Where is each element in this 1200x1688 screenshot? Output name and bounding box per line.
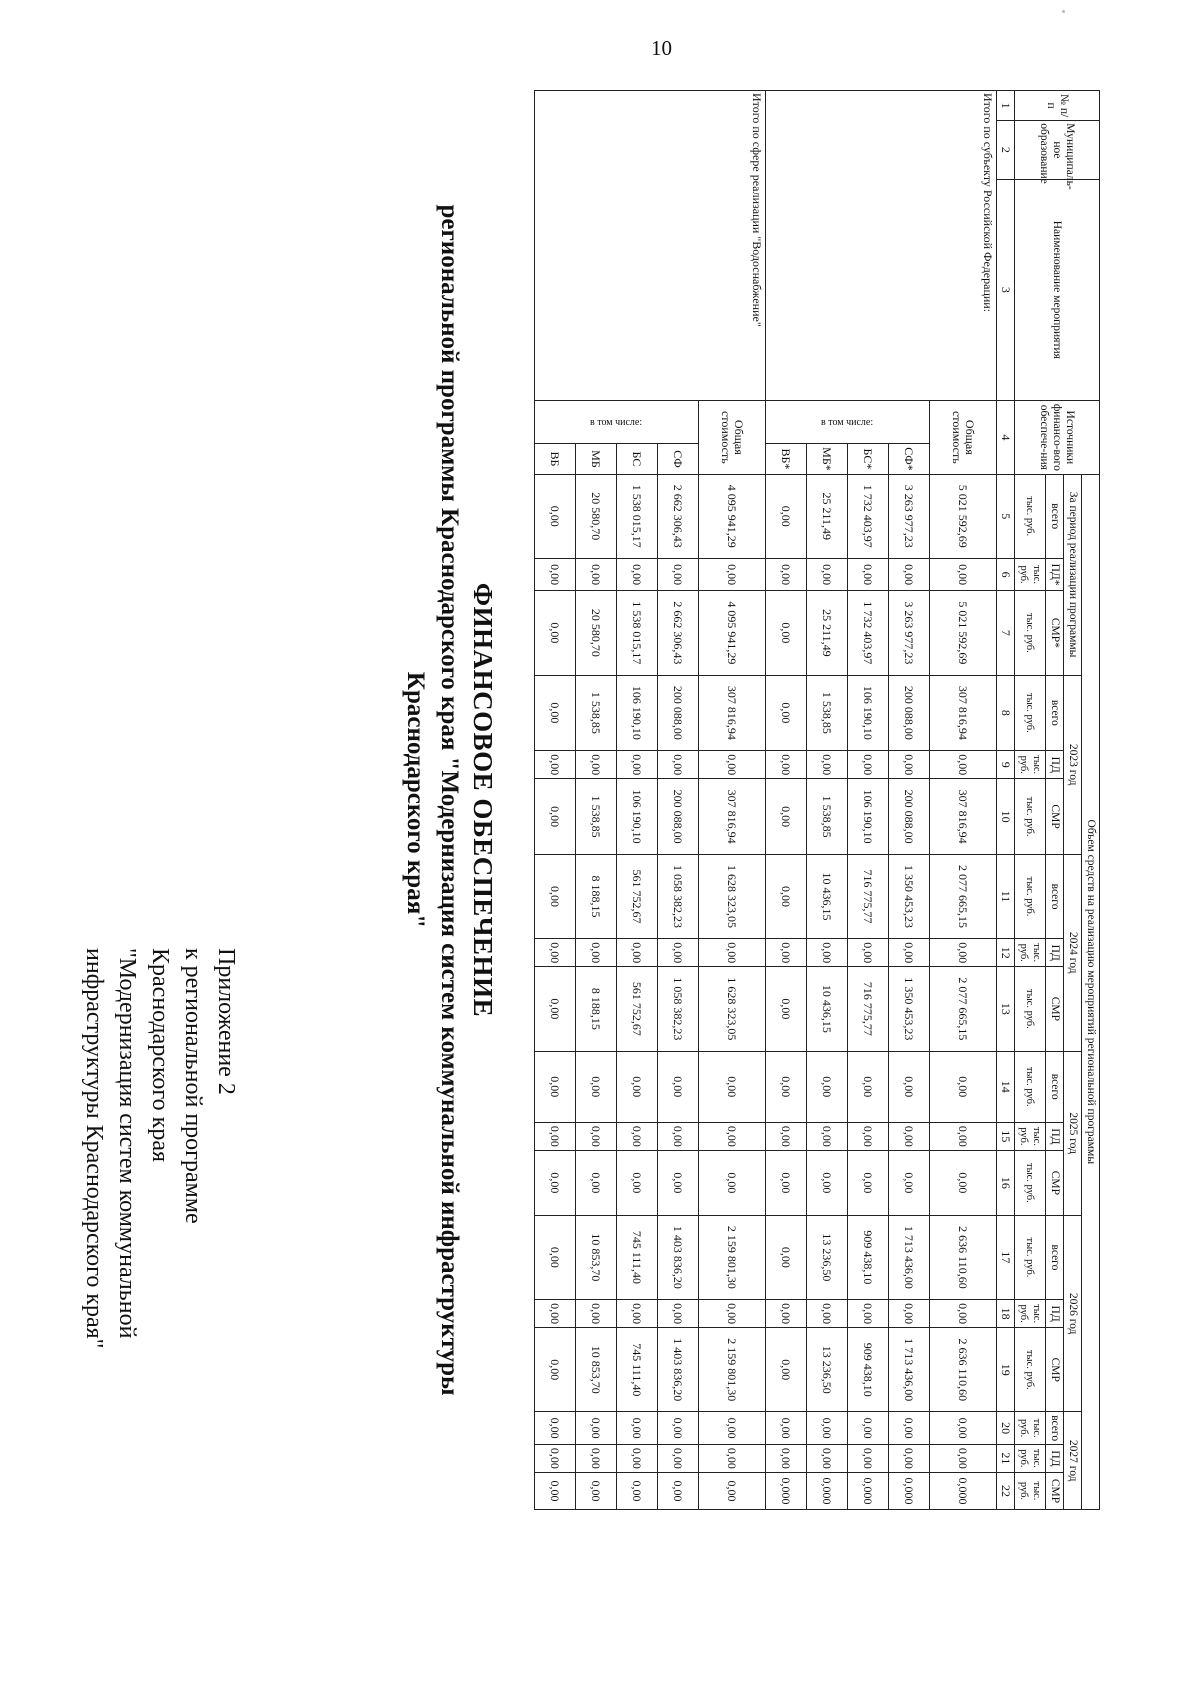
amount-cell: 307 816,94 <box>699 779 766 855</box>
amount-cell: 0,00 <box>807 1051 848 1122</box>
amount-cell: 0,00 <box>576 558 617 590</box>
page-number: 10 <box>651 36 672 60</box>
col-total: всего <box>1046 1412 1064 1444</box>
amount-cell: 0,00 <box>617 1150 658 1215</box>
including-label: в том числе: <box>766 401 930 444</box>
amount-cell: 20 580,70 <box>576 591 617 675</box>
source-code: ВБ* <box>766 444 807 474</box>
amount-cell: 716 775,77 <box>848 854 889 938</box>
col-total: всего <box>1046 1051 1064 1122</box>
column-number: 2 <box>997 121 1015 179</box>
amount-cell: 0,00 <box>576 1444 617 1472</box>
amount-cell: 0,00 <box>930 751 997 779</box>
col-pd: ПД <box>1046 1300 1064 1328</box>
amount-cell: 745 111,40 <box>617 1215 658 1299</box>
amount-cell: 0,00 <box>535 939 576 967</box>
amount-cell: 0,00 <box>617 1300 658 1328</box>
header-municipality: Муниципаль-ное образование <box>1015 121 1100 179</box>
table-body <box>535 91 997 1510</box>
amount-cell: 0,00 <box>766 1328 807 1412</box>
title-line-1: ФИНАНСОВОЕ ОБЕСПЕЧЕНИЕ <box>468 582 498 1018</box>
amount-cell: 0,00 <box>766 779 807 855</box>
amount-cell: 5 021 592,69 <box>930 474 997 558</box>
amount-cell: 106 190,10 <box>848 779 889 855</box>
total-cost-label: Общая стоимость <box>930 401 997 474</box>
amount-cell: 10 436,15 <box>807 854 848 938</box>
amount-cell: 0,00 <box>535 854 576 938</box>
amount-cell: 0,000 <box>889 1472 930 1509</box>
amount-cell: 200 088,00 <box>889 779 930 855</box>
col-total: всего <box>1046 854 1064 938</box>
amount-cell: 0,00 <box>848 1300 889 1328</box>
amount-cell: 1 713 436,00 <box>889 1328 930 1412</box>
amount-cell: 0,00 <box>699 751 766 779</box>
amount-cell: 4 095 941,29 <box>699 474 766 558</box>
column-number: 21 <box>997 1444 1015 1472</box>
amount-cell: 1 538,85 <box>807 675 848 751</box>
source-code: МБ* <box>807 444 848 474</box>
amount-cell: 745 111,40 <box>617 1328 658 1412</box>
title-line-3: Краснодарского края" <box>402 671 429 929</box>
header-activity: Наименование мероприятия <box>1015 179 1100 401</box>
amount-cell: 0,00 <box>766 675 807 751</box>
amount-cell: 0,00 <box>848 1412 889 1444</box>
annex-note <box>77 948 242 1508</box>
amount-cell: 0,00 <box>576 1122 617 1150</box>
col-total: всего <box>1046 675 1064 751</box>
amount-cell: 0,00 <box>617 751 658 779</box>
amount-cell: 0,00 <box>535 1412 576 1444</box>
source-code: СФ* <box>889 444 930 474</box>
amount-cell: 561 752,67 <box>617 854 658 938</box>
table-row <box>930 91 997 1510</box>
amount-cell: 0,000 <box>930 1472 997 1509</box>
amount-cell: 307 816,94 <box>699 675 766 751</box>
amount-cell: 1 058 382,23 <box>658 854 699 938</box>
header-year-2024: 2024 год <box>1064 854 1082 1051</box>
column-number: 10 <box>997 779 1015 855</box>
amount-cell: 0,00 <box>848 1150 889 1215</box>
amount-cell: 561 752,67 <box>617 967 658 1051</box>
column-number: 9 <box>997 751 1015 779</box>
column-number: 20 <box>997 1412 1015 1444</box>
unit: тыс. руб. <box>1015 1444 1046 1472</box>
amount-cell: 2 077 665,15 <box>930 854 997 938</box>
annex-line: Краснодарского края <box>147 948 173 1163</box>
amount-cell: 0,00 <box>658 939 699 967</box>
amount-cell: 1 713 436,00 <box>889 1215 930 1299</box>
amount-cell: 909 438,10 <box>848 1215 889 1299</box>
annex-line: "Модернизация систем коммунальной <box>114 948 140 1339</box>
amount-cell: 1 732 403,97 <box>848 474 889 558</box>
amount-cell: 1 538 015,17 <box>617 474 658 558</box>
amount-cell: 0,00 <box>766 751 807 779</box>
amount-cell: 106 190,10 <box>617 779 658 855</box>
unit: тыс. руб. <box>1015 1328 1046 1412</box>
amount-cell: 0,00 <box>766 967 807 1051</box>
amount-cell: 0,000 <box>807 1472 848 1509</box>
amount-cell: 0,00 <box>576 1051 617 1122</box>
amount-cell: 0,00 <box>889 1412 930 1444</box>
amount-cell: 716 775,77 <box>848 967 889 1051</box>
amount-cell: 0,00 <box>930 1300 997 1328</box>
amount-cell: 0,00 <box>535 1051 576 1122</box>
amount-cell: 0,00 <box>930 939 997 967</box>
amount-cell: 1 403 836,20 <box>658 1328 699 1412</box>
column-number: 7 <box>997 591 1015 675</box>
column-numbers-row <box>997 91 1015 1510</box>
amount-cell: 0,00 <box>576 751 617 779</box>
amount-cell: 1 538,85 <box>576 779 617 855</box>
amount-cell: 0,00 <box>848 939 889 967</box>
amount-cell: 106 190,10 <box>617 675 658 751</box>
amount-cell: 20 580,70 <box>576 474 617 558</box>
amount-cell: 200 088,00 <box>658 779 699 855</box>
header-no: № п/п <box>1015 91 1100 121</box>
col-smr: СМР <box>1046 1328 1064 1412</box>
unit: тыс. руб. <box>1015 939 1046 967</box>
amount-cell: 0,00 <box>766 1215 807 1299</box>
amount-cell: 0,00 <box>576 1472 617 1509</box>
amount-cell: 25 211,49 <box>807 591 848 675</box>
amount-cell: 1 350 453,23 <box>889 967 930 1051</box>
document-title <box>398 60 500 1540</box>
amount-cell: 1 628 323,05 <box>699 967 766 1051</box>
amount-cell: 0,00 <box>848 1444 889 1472</box>
financing-table <box>534 90 1100 1510</box>
amount-cell: 0,00 <box>535 675 576 751</box>
column-number: 14 <box>997 1051 1015 1122</box>
column-number: 15 <box>997 1122 1015 1150</box>
amount-cell: 0,00 <box>766 1444 807 1472</box>
amount-cell: 0,00 <box>576 1300 617 1328</box>
amount-cell: 1 350 453,23 <box>889 854 930 938</box>
unit: тыс. руб. <box>1015 558 1046 590</box>
amount-cell: 0,00 <box>807 1122 848 1150</box>
amount-cell: 0,00 <box>699 1150 766 1215</box>
amount-cell: 0,00 <box>535 1150 576 1215</box>
amount-cell: 2 662 306,43 <box>658 591 699 675</box>
table-row <box>699 91 766 1510</box>
including-label: в том числе: <box>535 401 699 444</box>
amount-cell: 0,00 <box>658 558 699 590</box>
unit: тыс. руб. <box>1015 967 1046 1051</box>
annex-line: инфраструктуры Краснодарского края" <box>81 948 107 1349</box>
amount-cell: 0,00 <box>807 939 848 967</box>
amount-cell: 0,00 <box>535 751 576 779</box>
amount-cell: 8 188,15 <box>576 967 617 1051</box>
source-code: МБ <box>576 444 617 474</box>
header-year-2025: 2025 год <box>1064 1051 1082 1215</box>
column-number: 13 <box>997 967 1015 1051</box>
amount-cell: 13 236,50 <box>807 1328 848 1412</box>
amount-cell: 0,00 <box>889 1051 930 1122</box>
total-cost-label: Общая стоимость <box>699 401 766 474</box>
amount-cell: 0,00 <box>889 1444 930 1472</box>
amount-cell: 0,00 <box>807 1150 848 1215</box>
section-label: Итого по сфере реализации "Водоснабжение" <box>535 91 766 401</box>
col-smr: СМР <box>1046 779 1064 855</box>
unit: тыс. руб. <box>1015 1215 1046 1299</box>
amount-cell: 0,00 <box>535 474 576 558</box>
unit: тыс. руб. <box>1015 1122 1046 1150</box>
amount-cell: 0,00 <box>766 1122 807 1150</box>
amount-cell: 0,00 <box>576 1150 617 1215</box>
amount-cell: 0,00 <box>699 558 766 590</box>
amount-cell: 3 263 977,23 <box>889 591 930 675</box>
amount-cell: 2 159 801,30 <box>699 1328 766 1412</box>
amount-cell: 2 159 801,30 <box>699 1215 766 1299</box>
unit: тыс. руб. <box>1015 751 1046 779</box>
amount-cell: 0,00 <box>889 939 930 967</box>
col-smr: СМР* <box>1046 591 1064 675</box>
unit: тыс. руб. <box>1015 474 1046 558</box>
amount-cell: 0,00 <box>535 1215 576 1299</box>
column-number: 8 <box>997 675 1015 751</box>
scan-speck <box>1062 10 1065 13</box>
amount-cell: 2 077 665,15 <box>930 967 997 1051</box>
amount-cell: 0,00 <box>699 939 766 967</box>
amount-cell: 0,00 <box>658 1122 699 1150</box>
column-number: 16 <box>997 1150 1015 1215</box>
amount-cell: 0,00 <box>930 1412 997 1444</box>
header-period: За период реализации программы <box>1064 474 1082 675</box>
amount-cell: 0,00 <box>766 1051 807 1122</box>
amount-cell: 0,00 <box>658 1472 699 1509</box>
amount-cell: 0,00 <box>930 1150 997 1215</box>
column-number: 22 <box>997 1472 1015 1509</box>
column-number: 11 <box>997 854 1015 938</box>
col-smr: СМР <box>1046 1150 1064 1215</box>
amount-cell: 0,000 <box>848 1472 889 1509</box>
annex-line: Приложение 2 <box>213 948 239 1095</box>
amount-cell: 10 853,70 <box>576 1215 617 1299</box>
source-code: БС <box>617 444 658 474</box>
amount-cell: 0,00 <box>807 558 848 590</box>
unit: тыс. руб. <box>1015 779 1046 855</box>
unit: тыс. руб. <box>1015 1051 1046 1122</box>
amount-cell: 2 636 110,60 <box>930 1328 997 1412</box>
amount-cell: 0,00 <box>889 1300 930 1328</box>
amount-cell: 0,00 <box>535 779 576 855</box>
amount-cell: 25 211,49 <box>807 474 848 558</box>
amount-cell: 0,00 <box>807 1444 848 1472</box>
amount-cell: 0,00 <box>766 591 807 675</box>
amount-cell: 8 188,15 <box>576 854 617 938</box>
amount-cell: 200 088,00 <box>658 675 699 751</box>
annex-line: к региональной программе <box>180 948 206 1224</box>
amount-cell: 0,00 <box>576 939 617 967</box>
amount-cell: 0,00 <box>930 558 997 590</box>
amount-cell: 0,00 <box>617 1122 658 1150</box>
amount-cell: 307 816,94 <box>930 779 997 855</box>
amount-cell: 1 732 403,97 <box>848 591 889 675</box>
unit: тыс. руб. <box>1015 591 1046 675</box>
column-number: 1 <box>997 91 1015 121</box>
amount-cell: 0,00 <box>658 1444 699 1472</box>
amount-cell: 0,00 <box>807 1412 848 1444</box>
col-pd: ПД <box>1046 1444 1064 1472</box>
amount-cell: 10 436,15 <box>807 967 848 1051</box>
amount-cell: 0,00 <box>930 1444 997 1472</box>
col-smr: СМР <box>1046 967 1064 1051</box>
amount-cell: 0,000 <box>766 1472 807 1509</box>
amount-cell: 0,00 <box>658 1300 699 1328</box>
amount-cell: 0,00 <box>930 1122 997 1150</box>
amount-cell: 0,00 <box>766 939 807 967</box>
amount-cell: 2 636 110,60 <box>930 1215 997 1299</box>
amount-cell: 0,00 <box>535 1328 576 1412</box>
source-code: БС* <box>848 444 889 474</box>
amount-cell: 0,00 <box>766 558 807 590</box>
header-year-2023: 2023 год <box>1064 675 1082 854</box>
amount-cell: 0,00 <box>807 1300 848 1328</box>
amount-cell: 13 236,50 <box>807 1215 848 1299</box>
col-pd: ПД <box>1046 751 1064 779</box>
amount-cell: 0,00 <box>535 558 576 590</box>
amount-cell: 0,00 <box>699 1122 766 1150</box>
column-number: 17 <box>997 1215 1015 1299</box>
col-pd: ПД <box>1046 939 1064 967</box>
amount-cell: 0,00 <box>617 1051 658 1122</box>
source-code: ВБ <box>535 444 576 474</box>
header-source: Источники финансо-вого обеспече-ния <box>1015 401 1100 474</box>
header-volume: Объем средств на реализацию мероприятий региональной программы <box>1082 474 1100 1509</box>
amount-cell: 106 190,10 <box>848 675 889 751</box>
rotated-sheet <box>81 60 1100 1540</box>
column-number: 6 <box>997 558 1015 590</box>
amount-cell: 4 095 941,29 <box>699 591 766 675</box>
amount-cell: 2 662 306,43 <box>658 474 699 558</box>
amount-cell: 200 088,00 <box>889 675 930 751</box>
amount-cell: 0,00 <box>766 854 807 938</box>
amount-cell: 0,00 <box>930 1051 997 1122</box>
amount-cell: 0,00 <box>617 939 658 967</box>
unit: тыс. руб. <box>1015 1412 1046 1444</box>
amount-cell: 0,00 <box>699 1444 766 1472</box>
amount-cell: 5 021 592,69 <box>930 591 997 675</box>
amount-cell: 0,00 <box>535 1472 576 1509</box>
amount-cell: 0,00 <box>848 558 889 590</box>
amount-cell: 0,00 <box>535 967 576 1051</box>
amount-cell: 0,00 <box>889 751 930 779</box>
amount-cell: 3 263 977,23 <box>889 474 930 558</box>
amount-cell: 0,00 <box>848 1122 889 1150</box>
amount-cell: 0,00 <box>535 1122 576 1150</box>
amount-cell: 1 058 382,23 <box>658 967 699 1051</box>
section-label: Итого по субъекту Российской Федерации: <box>766 91 997 401</box>
unit: тыс. руб. <box>1015 675 1046 751</box>
title-line-2: региональной программы Краснодарского края "Модернизация систем коммунальной инфраструктуры <box>436 204 463 1396</box>
amount-cell: 1 403 836,20 <box>658 1215 699 1299</box>
amount-cell: 0,00 <box>889 558 930 590</box>
amount-cell: 0,00 <box>535 1444 576 1472</box>
amount-cell: 0,00 <box>658 1150 699 1215</box>
col-pd: ПД <box>1046 1122 1064 1150</box>
amount-cell: 0,00 <box>617 558 658 590</box>
amount-cell: 0,00 <box>766 1300 807 1328</box>
amount-cell: 0,00 <box>889 1150 930 1215</box>
amount-cell: 0,00 <box>807 751 848 779</box>
column-number: 12 <box>997 939 1015 967</box>
amount-cell: 0,00 <box>535 1300 576 1328</box>
column-number: 18 <box>997 1300 1015 1328</box>
column-number: 3 <box>997 179 1015 401</box>
amount-cell: 0,00 <box>658 1051 699 1122</box>
source-code: СФ <box>658 444 699 474</box>
amount-cell: 0,00 <box>766 474 807 558</box>
amount-cell: 0,00 <box>658 1412 699 1444</box>
amount-cell: 0,00 <box>699 1472 766 1509</box>
amount-cell: 0,00 <box>658 751 699 779</box>
amount-cell: 0,00 <box>848 751 889 779</box>
col-pd: ПД* <box>1046 558 1064 590</box>
amount-cell: 0,00 <box>766 1150 807 1215</box>
amount-cell: 1 628 323,05 <box>699 854 766 938</box>
amount-cell: 1 538 015,17 <box>617 591 658 675</box>
col-total: всего <box>1046 474 1064 558</box>
unit: тыс. руб. <box>1015 1150 1046 1215</box>
amount-cell: 0,00 <box>848 1051 889 1122</box>
amount-cell: 0,00 <box>617 1444 658 1472</box>
column-number: 4 <box>997 401 1015 474</box>
amount-cell: 1 538,85 <box>576 675 617 751</box>
amount-cell: 307 816,94 <box>930 675 997 751</box>
amount-cell: 0,00 <box>699 1300 766 1328</box>
unit: тыс. руб. <box>1015 1300 1046 1328</box>
amount-cell: 0,00 <box>699 1051 766 1122</box>
col-total: всего <box>1046 1215 1064 1299</box>
amount-cell: 10 853,70 <box>576 1328 617 1412</box>
amount-cell: 0,00 <box>576 1412 617 1444</box>
amount-cell: 1 538,85 <box>807 779 848 855</box>
amount-cell: 0,00 <box>535 591 576 675</box>
amount-cell: 0,00 <box>617 1472 658 1509</box>
amount-cell: 909 438,10 <box>848 1328 889 1412</box>
amount-cell: 0,00 <box>617 1412 658 1444</box>
unit: тыс. руб. <box>1015 1472 1046 1509</box>
column-number: 19 <box>997 1328 1015 1412</box>
header-year-2026: 2026 год <box>1064 1215 1082 1412</box>
amount-cell: 0,00 <box>889 1122 930 1150</box>
column-number: 5 <box>997 474 1015 558</box>
col-smr: СМР <box>1046 1472 1064 1509</box>
amount-cell: 0,00 <box>699 1412 766 1444</box>
unit: тыс. руб. <box>1015 854 1046 938</box>
header-year-2027: 2027 год <box>1064 1412 1082 1510</box>
amount-cell: 0,00 <box>766 1412 807 1444</box>
